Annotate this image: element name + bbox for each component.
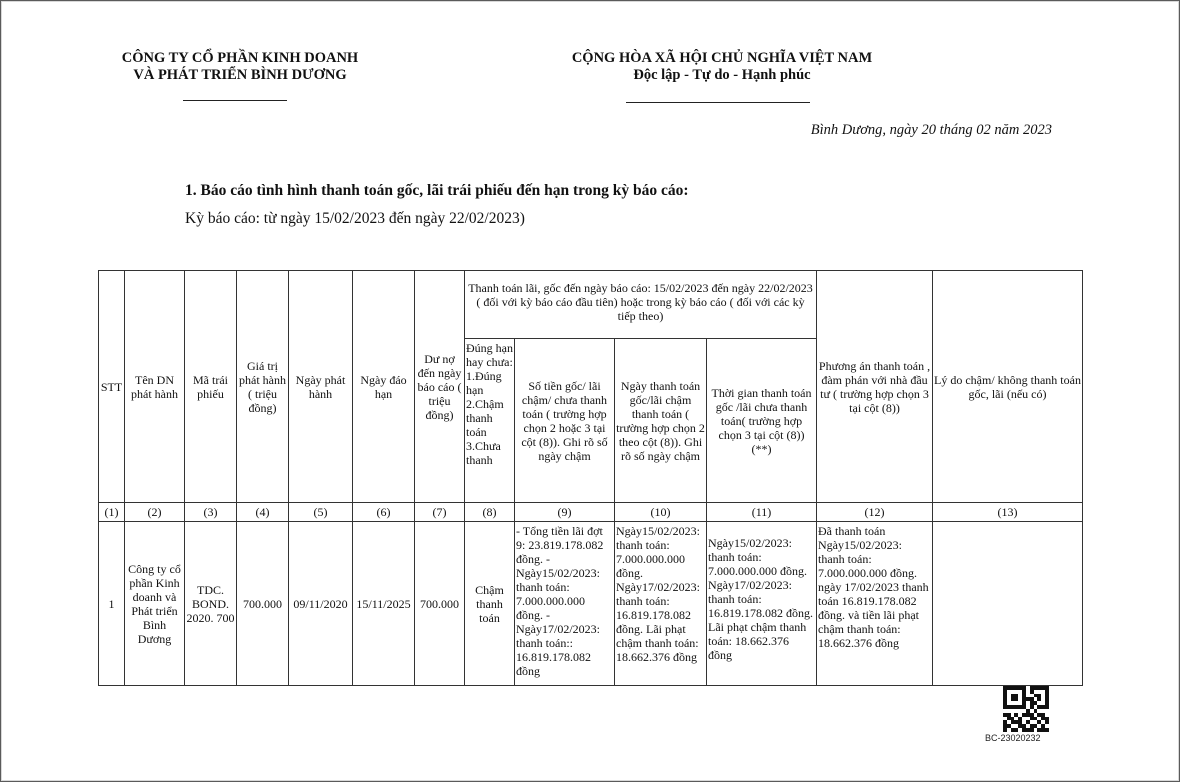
col-header-unpaid-time: Thời gian thanh toán gốc /lãi chưa thanh toán( trường hợp chọn 3 tại cột (8)) (**) [707, 339, 817, 503]
cell-issuer: Công ty cổ phần Kinh doanh và Phát triển Bình Dương [125, 522, 185, 686]
col-number: (7) [415, 503, 465, 522]
col-number: (12) [817, 503, 933, 522]
col-header-status-text: Đúng hạn hay chưa: 1.Đúng hạn 2.Chậm thanh toán 3.Chưa thanh [466, 341, 513, 467]
col-header-issuer: Tên DN phát hành [125, 271, 185, 503]
group-header: Thanh toán lãi, gốc đến ngày báo cáo: 15/02/2023 đến ngày 22/02/2023 ( đối với kỳ báo cáo đầu tiên) hoặc trong kỳ báo cáo ( đối với các kỳ tiếp theo) [465, 271, 817, 339]
col-number: (10) [615, 503, 707, 522]
cell-outstanding: 700.000 [415, 522, 465, 686]
cell-late-amount-text: - Tổng tiền lãi đợt 9: 23.819.178.082 đồng. - Ngày15/02/2023: thanh toán: 7.000.000.000 đồng. - Ngày17/02/2023: thanh toán:: 16.819.178.082 đồng [516, 524, 604, 678]
col-number: (1) [99, 503, 125, 522]
motto-underline [626, 102, 810, 103]
col-number: (13) [933, 503, 1083, 522]
cell-reason [933, 522, 1083, 686]
cell-late-payment-date-text: Ngày15/02/2023: thanh toán: 7.000.000.000 đồng. Ngày17/02/2023: thanh toán: 16.819.178.082 đồng. Lãi phạt chậm thanh toán: 18.662.376 đồng [616, 524, 700, 664]
cell-issue-value: 700.000 [237, 522, 289, 686]
cell-status: Chậm thanh toán [465, 522, 515, 686]
company-underline [183, 100, 287, 101]
cell-plan [817, 522, 933, 686]
col-number: (9) [515, 503, 615, 522]
col-header-plan: Phương án thanh toán , đàm phán với nhà đầu tư ( trường hợp chọn 3 tại cột (8)) [817, 271, 933, 503]
national-title: CỘNG HÒA XÃ HỘI CHỦ NGHĨA VIỆT NAM [571, 50, 873, 66]
col-number: (8) [465, 503, 515, 522]
cell-stt: 1 [99, 522, 125, 686]
cell-plan-text: Đã thanh toán Ngày15/02/2023: thanh toán: 7.000.000.000 đồng. ngày 17/02/2023 thanh toán 16.819.178.082 đồng. và tiền lãi phạt chậm thanh toán: 18.662.376 đồng [818, 524, 929, 650]
col-header-reason: Lý do chậm/ không thanh toán gốc, lãi (nếu có) [933, 271, 1083, 503]
col-number: (3) [185, 503, 237, 522]
header-row-group [99, 271, 1083, 339]
section-title: 1. Báo cáo tình hình thanh toán gốc, lãi trái phiếu đến hạn trong kỳ báo cáo: [185, 182, 689, 199]
table-row [99, 522, 1083, 686]
col-header-stt: STT [99, 271, 125, 503]
cell-unpaid-time [707, 522, 817, 686]
col-number: (4) [237, 503, 289, 522]
column-number-row [99, 503, 1083, 522]
col-header-issue-value: Giá trị phát hành ( triệu đồng) [237, 271, 289, 503]
qr-module [1045, 728, 1049, 732]
col-header-bond-code: Mã trái phiếu [185, 271, 237, 503]
cell-late-payment-date [615, 522, 707, 686]
national-header [522, 50, 922, 84]
col-number: (11) [707, 503, 817, 522]
col-header-maturity-date: Ngày đáo hạn [353, 271, 415, 503]
company-name-line1: CÔNG TY CỔ PHẦN KINH DOANH [121, 50, 359, 66]
national-motto: Độc lập - Tự do - Hạnh phúc [633, 67, 811, 83]
company-name-line2: VÀ PHÁT TRIỂN BÌNH DƯƠNG [133, 67, 347, 83]
qr-code-label: BC-23020232 [985, 733, 1041, 743]
qr-code [1003, 686, 1049, 732]
col-header-status [465, 339, 515, 503]
col-number: (2) [125, 503, 185, 522]
col-header-late-payment-date: Ngày thanh toán gốc/lãi chậm thanh toán ( trường hợp chọn 2 theo cột (8)). Ghi rõ số ngày chậm [615, 339, 707, 503]
report-table [98, 270, 1083, 686]
col-number: (5) [289, 503, 353, 522]
col-number: (6) [353, 503, 415, 522]
col-header-late-amount: Số tiền gốc/ lãi chậm/ chưa thanh toán ( trường hợp chọn 2 hoặc 3 tại cột (8)). Ghi rõ số ngày chậm [515, 339, 615, 503]
report-period: Kỳ báo cáo: từ ngày 15/02/2023 đến ngày 22/02/2023) [185, 210, 525, 227]
cell-late-amount [515, 522, 615, 686]
company-header [90, 50, 390, 84]
cell-maturity-date: 15/11/2025 [353, 522, 415, 686]
cell-bond-code: TDC. BOND. 2020. 700 [185, 522, 237, 686]
col-header-outstanding: Dư nợ đến ngày báo cáo ( triệu đồng) [415, 271, 465, 503]
cell-unpaid-time-text: Ngày15/02/2023: thanh toán: 7.000.000.000 đồng. Ngày17/02/2023: thanh toán: 16.819.178.082 đồng. Lãi phạt chậm thanh toán: 18.662.376 đồng [708, 536, 813, 662]
cell-issue-date: 09/11/2020 [289, 522, 353, 686]
place-date: Bình Dương, ngày 20 tháng 02 năm 2023 [810, 122, 1052, 138]
col-header-issue-date: Ngày phát hành [289, 271, 353, 503]
